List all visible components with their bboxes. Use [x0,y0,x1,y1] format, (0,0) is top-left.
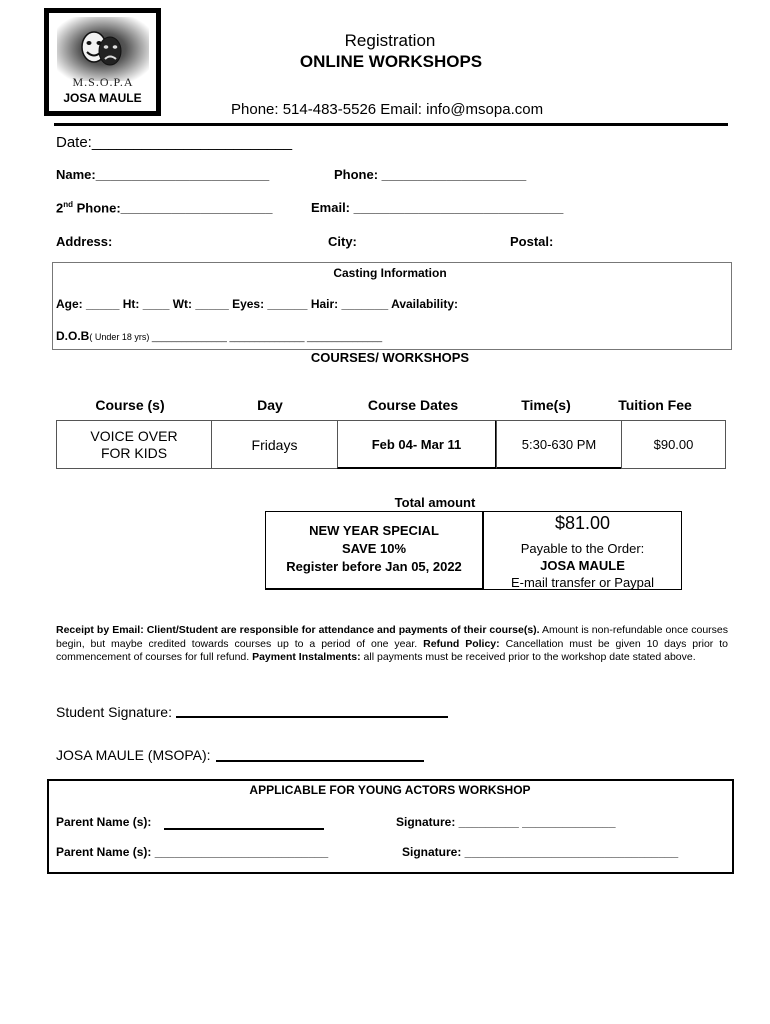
col-times: Time(s) [521,397,571,413]
special-line-1: NEW YEAR SPECIAL [309,523,439,538]
casting-heading: Casting Information [333,266,447,280]
dob-note: ( Under 18 yrs) _______________ _______________ _______________ [89,332,383,342]
col-tuition-fee: Tuition Fee [618,397,692,413]
terms-refund: Cancellation must be given 10 days prior to commencement of courses for full refund. [56,637,728,663]
casting-row[interactable]: Age: _____ Ht: ____ Wt: _____ Eyes: ______ Hair: _______ Availability: [56,297,458,311]
second-phone-label: Phone:_____________________ [73,200,273,216]
parent-name-2-field[interactable]: Parent Name (s): __________________________ [56,845,329,859]
contact-info: Phone: 514-483-5526 Email: info@msopa.com [231,101,544,118]
terms-receipt: Receipt by Email: Client/Student are responsible for attendance and payments of their course(s). [56,624,540,636]
second-phone-field[interactable] [56,200,273,215]
terms-refund-label: Refund Policy: [423,637,500,650]
logo [44,8,161,116]
page-subtitle: ONLINE WORKSHOPS [299,52,483,71]
col-course: Course (s) [95,397,165,413]
col-day: Day [257,397,283,413]
josa-signature-line[interactable] [216,760,424,762]
parent-name-1-line[interactable] [164,828,324,830]
logo-acronym: M.S.O.P.A [72,75,134,89]
student-signature-label: Student Signature: [56,704,172,720]
second-phone-superscript: nd [63,200,74,209]
dob-label: D.O.B [56,329,90,343]
second-phone-number: 2 [56,200,64,216]
payment-method: E-mail transfer or Paypal [510,575,655,590]
logo-name: JOSA MAULE [63,91,142,105]
total-heading: Total amount [394,495,476,510]
parent-name-1-label: Parent Name (s): [56,815,152,829]
date-field[interactable]: Date:________________________ [56,134,293,151]
courses-heading: COURSES/ WORKSHOPS [310,350,470,365]
payee-name: JOSA MAULE [540,558,625,573]
total-amount: $81.00 [554,513,611,533]
email-field[interactable]: Email: _____________________________ [311,200,564,215]
terms-instalments: all payments must be received prior to the workshop date stated above. [360,651,696,663]
signature-2-field[interactable]: Signature: ________________________________ [402,845,679,859]
terms-instalments-label: Payment Instalments: [252,651,361,663]
course-line-2: FOR KIDS [100,444,168,461]
young-actors-heading: APPLICABLE FOR YOUNG ACTORS WORKSHOP [249,783,531,797]
phone-field[interactable]: Phone: ____________________ [334,167,527,182]
address-field[interactable]: Address: [56,234,113,249]
payable-to: Payable to the Order: [520,541,645,556]
terms-text [56,624,728,665]
special-line-3: Register before Jan 05, 2022 [286,559,462,574]
name-field[interactable]: Name:________________________ [56,167,270,182]
cell-day: Fridays [211,420,338,469]
postal-field[interactable]: Postal: [510,234,554,249]
total-box [483,511,682,590]
signature-1-field[interactable]: Signature: _________ ______________ [396,815,616,829]
dob-field[interactable] [56,327,382,345]
special-line-2: SAVE 10% [341,541,407,556]
theater-masks-icon [77,29,127,69]
student-signature-line[interactable] [176,716,448,718]
header-rule [54,123,728,126]
cell-times: 5:30-630 PM [496,420,622,469]
special-offer [266,522,482,576]
course-line-1: VOICE OVER [90,427,178,444]
city-field[interactable]: City: [328,234,357,249]
cell-course [56,420,212,469]
col-course-dates: Course Dates [367,397,459,413]
josa-signature-label: JOSA MAULE (MSOPA): [56,747,211,763]
special-box [265,511,484,590]
cell-course-dates: Feb 04- Mar 11 [337,420,497,469]
page-title: Registration [344,31,436,50]
cell-tuition-fee: $90.00 [621,420,726,469]
terms-nonrefund: Amount is non-refundable once courses begin, but maybe credited towards courses up to a period of one year. [56,624,728,650]
